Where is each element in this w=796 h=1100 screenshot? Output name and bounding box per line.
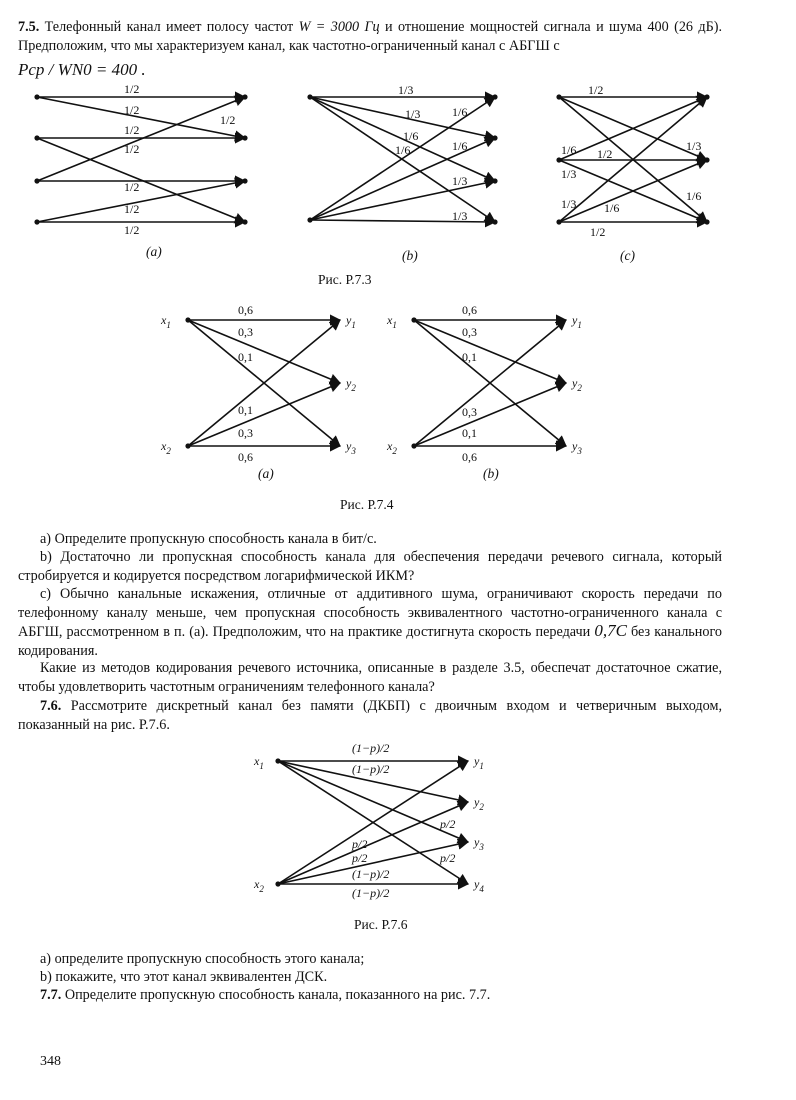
question-7-5-a: a) Определите пропускную способность канала в бит/с. [40, 531, 377, 547]
fig74a-edge [188, 320, 340, 383]
fig76-input-node [275, 758, 280, 763]
fig73c-edge-label: 1/3 [686, 139, 702, 153]
problem-7-5-line1: Телефонный канал имеет полосу частот [44, 19, 294, 35]
fig73b-edge-label: 1/3 [405, 107, 421, 121]
fig74a-edge-label: 0,1 [238, 350, 253, 364]
fig73b-edge-label: 1/3 [452, 209, 468, 223]
fig74-caption: Рис. Р.7.4 [340, 497, 394, 512]
fig74b-edge [414, 320, 566, 383]
fig74a-edge-label: 0,1 [238, 403, 253, 417]
fig74a-edge [188, 383, 340, 446]
fig73a-edge-label: 1/2 [124, 180, 140, 194]
fig73b-edge-label: 1/6 [403, 129, 419, 143]
fig73a-output-node [242, 219, 247, 224]
fig74b-sublabel: (b) [483, 466, 499, 481]
fig73a-edge-label: 1/2 [124, 202, 140, 216]
fig76-edge-label: p/2 [440, 851, 456, 865]
fig76-output-label: $y_1$ [474, 754, 484, 771]
fig74b-edge-label: 0,3 [462, 405, 477, 419]
fig73a-edge [37, 97, 245, 181]
fig76-caption: Рис. Р.7.6 [354, 917, 408, 932]
fig73c-edge-label: 1/2 [597, 147, 613, 161]
question-7-5-b: b) Достаточно ли пропускная способность канала для обеспечения передачи речевого сигнала, который стробируется и кодируется посредством логарифмической ИКМ? [18, 549, 722, 584]
fig73a-edge-label: 1/2 [124, 142, 140, 156]
fig74b-edge-label: 0,6 [462, 303, 477, 317]
fig73a-output-node [242, 94, 247, 99]
fig74a-edge-label: 0,6 [238, 303, 253, 317]
snr-formula [18, 61, 722, 80]
fig73c-edge-label: 1/3 [561, 197, 577, 211]
fig76-edge-label: (1−p)/2 [352, 762, 390, 776]
problem-7-5-intro [18, 18, 722, 55]
fig74b-input-label: $x_1$ [387, 313, 397, 330]
fig73b-edge-label: 1/3 [398, 83, 414, 97]
fig76-input-node [275, 881, 280, 886]
fig74b-edge-label: 0,1 [462, 350, 477, 364]
fig76-output-label: $y_4$ [474, 877, 484, 894]
fig73a-output-node [242, 135, 247, 140]
page-number: 348 [40, 1054, 61, 1069]
problem-7-5-line2: (26 дБ). Предположим, что мы характеризуем канал, как частотно-ограниченный канал с АБГШ с [18, 19, 723, 54]
fig76-edge-label: p/2 [352, 837, 368, 851]
problem-7-6-number: 7.6. [40, 698, 62, 714]
question-7-6-b: b) покажите, что этот канал эквивалентен ДСК. [40, 969, 328, 985]
problem-7-7-text: Определите пропускную способность канала, показанного на рис. 7.7. [64, 987, 491, 1003]
fig74a-output-label: $y_3$ [346, 439, 356, 456]
fig74a-input-label: $x_2$ [161, 439, 171, 456]
fig73c-edge-label: 1/6 [686, 189, 702, 203]
fig73b-edge-label: 1/6 [395, 143, 411, 157]
fig76-input-label: $x_1$ [254, 754, 264, 771]
fig73b-output-node [492, 178, 497, 183]
fig73b-output-node [492, 135, 497, 140]
question-7-5-d: Какие из методов кодирования речевого источника, описанные в разделе 3.5, обеспечат достаточное сжатие, чтобы удовлетворить частотным ограничениям телефонного канала? [18, 660, 722, 695]
fig73b-input-node [307, 217, 312, 222]
fig73b-edge-label: 1/6 [452, 139, 468, 153]
fig73c-edge-label: 1/6 [604, 201, 620, 215]
fig73b-input-node [307, 94, 312, 99]
fig73c-edge-label: 1/2 [588, 83, 604, 97]
fig76-edge-label: (1−p)/2 [352, 867, 390, 881]
fig73b-edge-label: 1/3 [452, 174, 468, 188]
bandwidth-value: W = 3000 Гц [298, 19, 380, 35]
fig76-output-label: $y_3$ [474, 835, 484, 852]
fig74a-output-label: $y_1$ [346, 313, 356, 330]
fig73a-edge-label: 1/2 [124, 82, 140, 96]
fig73a-edge-label: 1/2 [124, 103, 140, 117]
fig73c-input-node [556, 219, 561, 224]
fig74a-input-node [185, 443, 190, 448]
fig73b-sublabel: (b) [402, 248, 418, 263]
fig74b-input-node [411, 317, 416, 322]
fig74a-output-label: $y_2$ [346, 376, 356, 393]
fig73a-input-node [34, 178, 39, 183]
fig74b-input-node [411, 443, 416, 448]
fig76-edge-label: p/2 [352, 851, 368, 865]
fig73a-input-node [34, 219, 39, 224]
fig74b-output-label: $y_3$ [572, 439, 582, 456]
fig73a-input-node [34, 135, 39, 140]
fig73c-output-node [704, 94, 709, 99]
fig74b-output-label: $y_2$ [572, 376, 582, 393]
fig73c-sublabel: (c) [620, 248, 635, 263]
fig73a-sublabel: (a) [146, 244, 162, 259]
question-7-6-a: a) определите пропускную способность этого канала; [40, 951, 365, 967]
problem-7-7 [40, 986, 722, 1005]
fig74b-edge-label: 0,3 [462, 325, 477, 339]
fig74b-edge [414, 383, 566, 446]
fig73a-output-node [242, 178, 247, 183]
fig73a-edge-label: 1/2 [124, 123, 140, 137]
fig73b-output-node [492, 94, 497, 99]
problem-7-5-number: 7.5. [18, 19, 40, 35]
fig73a-edge [37, 97, 245, 138]
snr-formula-text: Pср / WN0 = 400 . [18, 60, 146, 79]
fig73a-edge [37, 138, 245, 222]
problem-7-6 [18, 697, 722, 734]
fig73c-output-node [704, 157, 709, 162]
fig74b-edge-label: 0,1 [462, 426, 477, 440]
question-7-5-c-part1: c) Обычно канальные искажения, отличные от аддитивного шума, ограничивают скорость передачи по телефонному каналу меньше, чем пропускная способность эквивалентного частотно-ограниченного канала с АБГШ, рассмотренном в п. (a). Предположим, что на практике достигнута скорость передачи [18, 586, 722, 640]
fig73a-edge-label: 1/2 [124, 223, 140, 237]
problem-7-6-text: Рассмотрите дискретный канал без памяти (ДКБП) с двоичным входом и четверичным выходом, показанный на рис. Р.7.6. [18, 698, 722, 733]
problem-7-7-number: 7.7. [40, 987, 62, 1003]
snr-value: 400 [647, 19, 669, 35]
fig74a-input-node [185, 317, 190, 322]
fig73c-output-node [704, 219, 709, 224]
fig73c-input-node [556, 94, 561, 99]
fig76-output-label: $y_2$ [474, 795, 484, 812]
fig73c-edge-label: 1/3 [561, 167, 577, 181]
problem-7-5-line1b: и отношение мощностей сигнала и шума [385, 19, 643, 35]
fig73b-output-node [492, 219, 497, 224]
question-7-5-c [18, 585, 722, 660]
fig74a-edge-label: 0,3 [238, 426, 253, 440]
fig74a-edge-label: 0,6 [238, 450, 253, 464]
fig76-edge-label: p/2 [440, 817, 456, 831]
fig76-edge-label: (1−p)/2 [352, 741, 390, 755]
fig76-edge-label: (1−p)/2 [352, 886, 390, 900]
fig74b-edge-label: 0,6 [462, 450, 477, 464]
fig74a-input-label: $x_1$ [161, 313, 171, 330]
fig73-caption: Рис. Р.7.3 [318, 272, 372, 287]
fig73c-input-node [556, 157, 561, 162]
rate-value: 0,7C [594, 621, 627, 640]
fig73a-edge [37, 181, 245, 222]
fig74b-output-label: $y_1$ [572, 313, 582, 330]
fig74a-sublabel: (a) [258, 466, 274, 481]
fig76-input-label: $x_2$ [254, 877, 264, 894]
fig73b-edge-label: 1/6 [452, 105, 468, 119]
question-7-5-c-part2: без канального кодирования. [18, 624, 723, 659]
fig73c-edge-label: 1/6 [561, 143, 577, 157]
fig73c-edge-label: 1/2 [590, 225, 606, 239]
fig73a-input-node [34, 94, 39, 99]
fig74b-input-label: $x_2$ [387, 439, 397, 456]
fig73a-edge-label: 1/2 [220, 113, 236, 127]
fig74a-edge-label: 0,3 [238, 325, 253, 339]
